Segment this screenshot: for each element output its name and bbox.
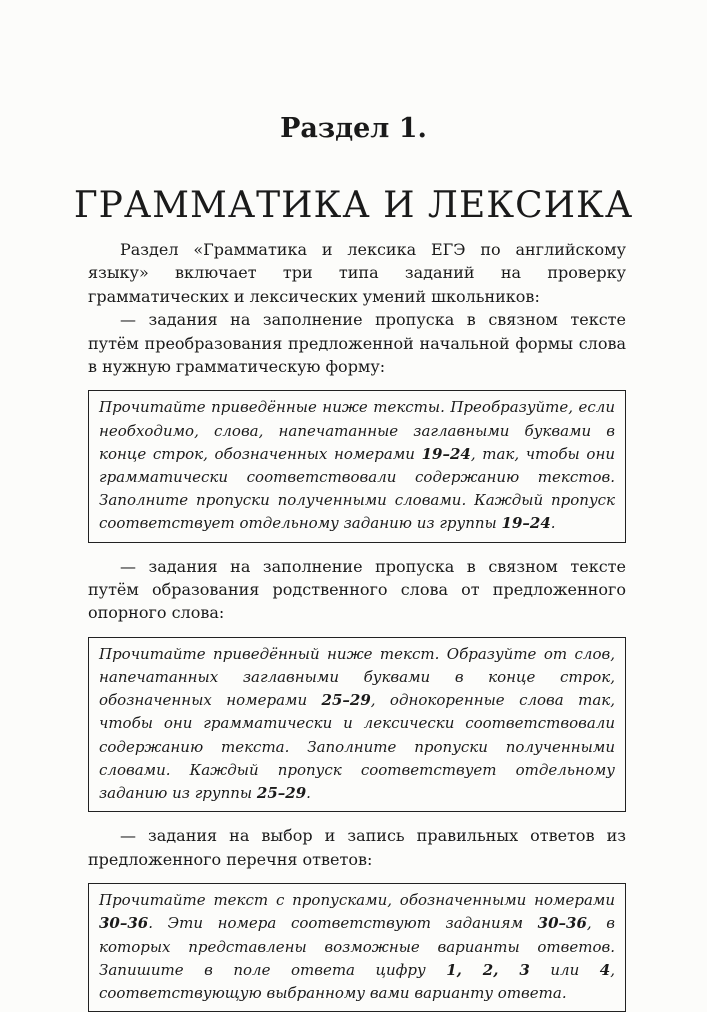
box3-text-2: . Эти номера соответствуют заданиям: [148, 914, 538, 933]
box1-range-2: 19–24: [501, 514, 551, 533]
box3-text-4: или: [529, 960, 600, 979]
box1-text-2: , так, чтобы они грамматически соответствовали содержанию текстов. Заполните пропуски полученными словами. Каждый пропуск соответствует отдельному заданию из группы: [99, 444, 616, 533]
instruction-box-1: [88, 390, 626, 542]
task-type-2-description: — задания на заполнение пропуска в связном тексте путём образования родственного слова от предложенного опорного слова:: [88, 556, 626, 623]
box3-text-3: , в которых представлены возможные варианты ответов. Запишите в поле ответа цифру: [99, 914, 615, 979]
box3-option-4: 4: [599, 960, 611, 979]
box1-range-1: 19–24: [421, 444, 471, 463]
box2-text-3: .: [306, 784, 311, 803]
box2-text-2: , однокоренные слова так, чтобы они грамматически и лексически соответствовали содержанию текста. Заполните пропуски полученными словами. Каждый пропуск соответствует отдельному заданию из группы: [99, 691, 616, 803]
content: [88, 238, 626, 1012]
instruction-box-3: [88, 883, 626, 1012]
box1-text-3: .: [550, 514, 556, 533]
section-title: ГРАММАТИКА И ЛЕКСИКА: [73, 185, 634, 227]
task-type-3-description: — задания на выбор и запись правильных ответов из предложенного перечня ответов:: [88, 826, 626, 869]
box1-text-1: Прочитайте приведённые ниже тексты. Преобразуйте, если необходимо, слова, напечатанные заглавными буквами в конце строк, обозначенных номерами: [99, 398, 615, 463]
box3-text-5: , соответствующую выбранному вами варианту ответа.: [99, 960, 615, 1002]
box3-range-2: 30–36: [537, 914, 587, 933]
box2-range-1: 25–29: [321, 691, 371, 710]
box3-text-1: Прочитайте текст с пропусками, обозначенными номерами: [99, 891, 615, 910]
box2-range-2: 25–29: [256, 784, 307, 803]
section-label: Раздел 1.: [280, 113, 427, 144]
box3-range-1: 30–36: [99, 914, 149, 933]
box3-options: 1, 2, 3: [446, 960, 530, 979]
intro-paragraph: Раздел «Грамматика и лексика ЕГЭ по английскому языку» включает три типа заданий на проверку грамматических и лексических умений школьников:: [88, 240, 626, 306]
instruction-box-2: [88, 637, 626, 812]
task-type-1-description: — задания на заполнение пропуска в связном тексте путём преобразования предложенной начальной формы слова в нужную грамматическую форму:: [88, 310, 626, 377]
box2-text-1: Прочитайте приведённый ниже текст. Образуйте от слов, напечатанных заглавными буквами в конце строк, обозначенных номерами: [99, 644, 615, 710]
